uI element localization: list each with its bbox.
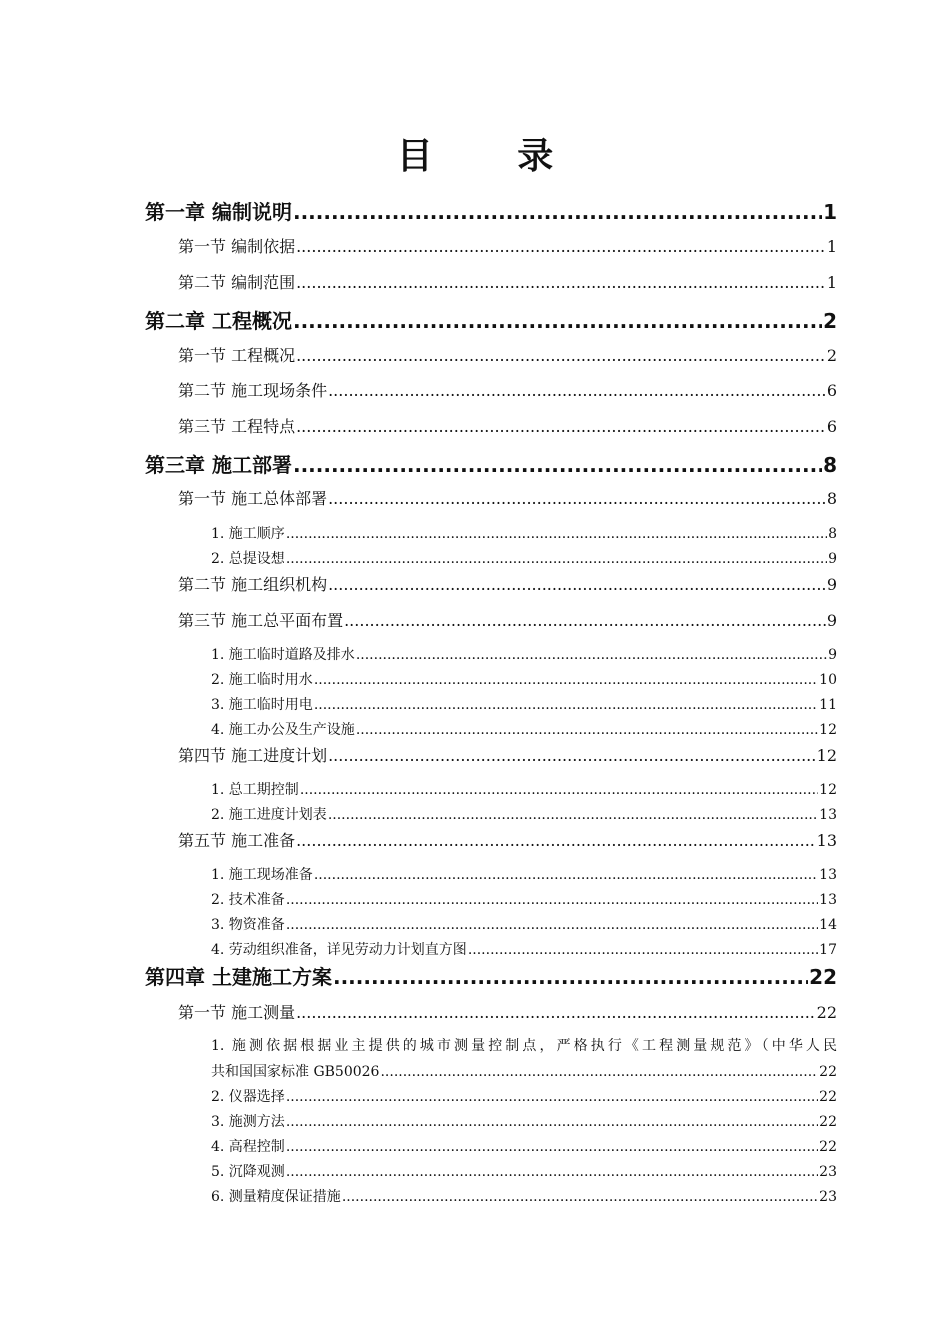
toc-section[interactable]	[178, 572, 837, 595]
toc-page: 17	[819, 942, 837, 958]
toc-label: 第二章 工程概况	[145, 309, 292, 333]
toc-label: 3. 施测方法	[211, 1114, 285, 1130]
toc-page: 1	[823, 200, 837, 224]
toc-item-long-line1: 1. 施测依据根据业主提供的城市测量控制点，严格执行《工程测量规范》（中华人民	[211, 1038, 837, 1054]
toc-page: 12	[819, 722, 837, 738]
toc-label: 1. 施工临时道路及排水	[211, 647, 355, 663]
toc-label: 第五节 施工准备	[178, 831, 296, 850]
toc-label: 第四章 土建施工方案	[145, 965, 332, 989]
toc-item[interactable]	[211, 1186, 837, 1206]
toc-section[interactable]	[178, 743, 837, 766]
toc-label: 3. 物资准备	[211, 917, 285, 933]
toc-section[interactable]	[178, 343, 837, 366]
toc-item[interactable]	[211, 523, 837, 543]
toc-section[interactable]	[178, 608, 837, 631]
toc-page: 11	[819, 697, 837, 713]
toc-label: 第三节 工程特点	[178, 417, 296, 436]
toc-label: 1. 施工现场准备	[211, 867, 313, 883]
toc-label: 共和国国家标准 GB50026	[211, 1064, 380, 1080]
toc-label: 第二节 施工现场条件	[178, 381, 328, 400]
toc-section[interactable]	[178, 486, 837, 509]
toc-item[interactable]	[211, 719, 837, 739]
page-title: 目 录	[396, 136, 590, 177]
toc-page: 14	[819, 917, 837, 933]
toc-page: 12	[819, 782, 837, 798]
toc-page: 23	[819, 1164, 837, 1180]
toc-page: 9	[828, 647, 837, 663]
toc-item[interactable]	[211, 1086, 837, 1106]
toc-label: 2. 施工临时用水	[211, 672, 313, 688]
toc-page: 22	[819, 1139, 837, 1155]
toc-item[interactable]	[211, 914, 837, 934]
toc-label: 1. 施工顺序	[211, 526, 285, 542]
toc-page: 1	[826, 237, 837, 256]
toc-item[interactable]	[211, 1161, 837, 1181]
toc-page: 13	[819, 892, 837, 908]
toc-page: 9	[828, 551, 837, 567]
toc-chapter-1[interactable]	[145, 196, 837, 225]
toc-label: 第一章 编制说明	[145, 200, 292, 224]
toc-label: 2. 仪器选择	[211, 1089, 285, 1105]
toc-item[interactable]	[211, 1061, 837, 1081]
toc-label: 第一节 施工总体部署	[178, 489, 328, 508]
toc-page: 2	[823, 309, 837, 333]
toc-section[interactable]	[178, 1000, 837, 1023]
toc-page: 13	[816, 831, 837, 850]
toc-page: 13	[819, 807, 837, 823]
toc-item[interactable]	[211, 1136, 837, 1156]
toc-section[interactable]	[178, 414, 837, 437]
toc-page: 8	[828, 526, 837, 542]
toc-page: 8	[826, 489, 837, 508]
toc-label: 第一节 施工测量	[178, 1003, 296, 1022]
toc-label: 第三章 施工部署	[145, 453, 292, 477]
toc-page: 22	[819, 1064, 837, 1080]
toc-chapter-2[interactable]	[145, 305, 837, 334]
toc-page: 22	[819, 1089, 837, 1105]
toc-page: 8	[823, 453, 837, 477]
toc-label: 第二节 施工组织机构	[178, 575, 328, 594]
toc-label: 6. 测量精度保证措施	[211, 1189, 341, 1205]
toc-page: 1	[826, 273, 837, 292]
toc-page: 6	[826, 417, 837, 436]
toc-item[interactable]	[211, 804, 837, 824]
toc-label: 2. 总提设想	[211, 551, 285, 567]
toc-label: 4. 高程控制	[211, 1139, 285, 1155]
toc-chapter-4[interactable]	[145, 961, 837, 990]
toc-label: 2. 技术准备	[211, 892, 285, 908]
toc-section[interactable]	[178, 378, 837, 401]
toc-section[interactable]	[178, 270, 837, 293]
toc-section[interactable]	[178, 828, 837, 851]
toc-page: 12	[816, 746, 837, 765]
toc-page: 22	[809, 965, 837, 989]
toc-page: 10	[819, 672, 837, 688]
toc-item[interactable]	[211, 669, 837, 689]
toc-page: 6	[826, 381, 837, 400]
toc-label: 第一节 编制依据	[178, 237, 296, 256]
toc-item[interactable]	[211, 1111, 837, 1131]
toc-label: 4. 劳动组织准备，详见劳动力计划直方图	[211, 942, 467, 958]
toc-page: 9	[826, 575, 837, 594]
toc-label: 第一节 工程概况	[178, 346, 296, 365]
toc-page: 2	[826, 346, 837, 365]
toc-page: 13	[819, 867, 837, 883]
toc-item[interactable]	[211, 939, 837, 959]
toc-item[interactable]	[211, 644, 837, 664]
toc-label: 2. 施工进度计划表	[211, 807, 327, 823]
toc-item[interactable]	[211, 694, 837, 714]
toc-label: 第四节 施工进度计划	[178, 746, 328, 765]
toc-page: 22	[819, 1114, 837, 1130]
toc-item[interactable]	[211, 864, 837, 884]
toc-label: 3. 施工临时用电	[211, 697, 313, 713]
toc-label: 4. 施工办公及生产设施	[211, 722, 355, 738]
toc-label: 第三节 施工总平面布置	[178, 611, 344, 630]
toc-page: 9	[826, 611, 837, 630]
toc-label: 5. 沉降观测	[211, 1164, 285, 1180]
toc-label: 第二节 编制范围	[178, 273, 296, 292]
toc-page: 22	[816, 1003, 837, 1022]
toc-item[interactable]	[211, 889, 837, 909]
toc-section[interactable]	[178, 234, 837, 257]
toc-chapter-3[interactable]	[145, 449, 837, 478]
toc-item[interactable]	[211, 779, 837, 799]
toc-label: 1. 总工期控制	[211, 782, 299, 798]
toc-page: 23	[819, 1189, 837, 1205]
toc-item[interactable]	[211, 548, 837, 568]
